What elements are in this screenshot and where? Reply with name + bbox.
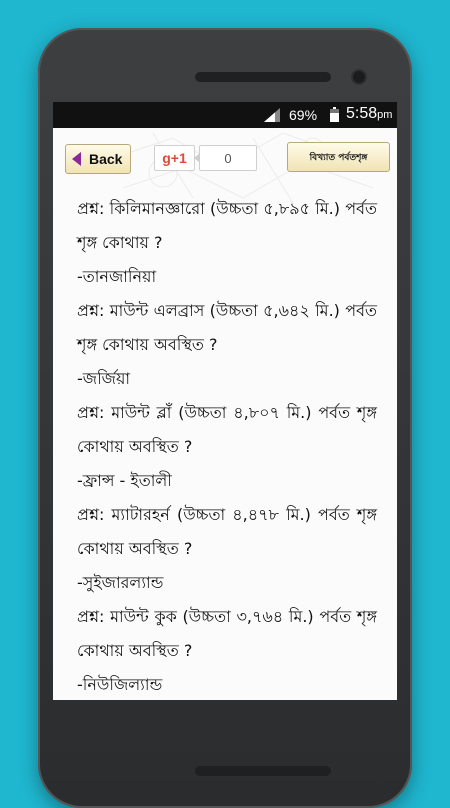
back-button[interactable] bbox=[65, 144, 131, 174]
answer-text: -তানজানিয়া bbox=[77, 267, 157, 286]
battery-icon bbox=[330, 107, 339, 122]
front-camera bbox=[353, 71, 365, 83]
clock-ampm: pm bbox=[377, 109, 393, 121]
answer-text: -জর্জিয়া bbox=[77, 369, 131, 388]
plus-one-count: 0 bbox=[199, 145, 257, 171]
status-bar bbox=[53, 102, 397, 128]
app-screen bbox=[53, 102, 397, 700]
google-plus-one-label: g+1 bbox=[162, 150, 187, 166]
answer-text: -ফ্রান্স - ইতালী bbox=[77, 471, 172, 490]
signal-icon bbox=[264, 108, 280, 122]
answer-text: -নিউজিল্যান্ড bbox=[77, 675, 163, 694]
back-label: Back bbox=[89, 151, 123, 167]
answer-text: -সুইজারল্যান্ড bbox=[77, 573, 164, 592]
question-text: প্রশ্ন: কিলিমানজ্ঞারো (উচ্চতা ৫,৮৯৫ মি.) পর্বত শৃঙ্গ কোথায় ? bbox=[77, 199, 377, 252]
google-plus-one-button[interactable] bbox=[154, 145, 195, 171]
bottom-speaker bbox=[195, 766, 331, 776]
qa-content bbox=[77, 192, 377, 700]
question-text: প্রশ্ন: মাউন্ট এলব্রাস (উচ্চতা ৫,৬৪২ মি.) পর্বত শৃঙ্গ কোথায় অবস্থিত ? bbox=[77, 301, 377, 354]
question-text: প্রশ্ন: মাউন্ট কুক (উচ্চতা ৩,৭৬৪ মি.) পর্বত শৃঙ্গ কোথায় অবস্থিত ? bbox=[77, 607, 377, 660]
category-title-button[interactable]: বিখ্যাত পর্বতশৃঙ্গ bbox=[287, 142, 390, 172]
toolbar bbox=[53, 128, 397, 188]
question-text: প্রশ্ন: ম্যাটারহর্ন (উচ্চতা ৪,৪৭৮ মি.) পর্বত শৃঙ্গ কোথায় অবস্থিত ? bbox=[77, 505, 377, 558]
earpiece-speaker bbox=[195, 72, 331, 82]
clock-time: 5:58 bbox=[346, 105, 378, 122]
battery-percent: 69% bbox=[289, 107, 318, 123]
question-text: প্রশ্ন: মাউন্ট ব্লাঁ (উচ্চতা ৪,৮০৭ মি.) পর্বত শৃঙ্গ কোথায় অবস্থিত ? bbox=[77, 403, 377, 456]
back-arrow-icon bbox=[72, 152, 81, 166]
clock bbox=[346, 105, 392, 123]
